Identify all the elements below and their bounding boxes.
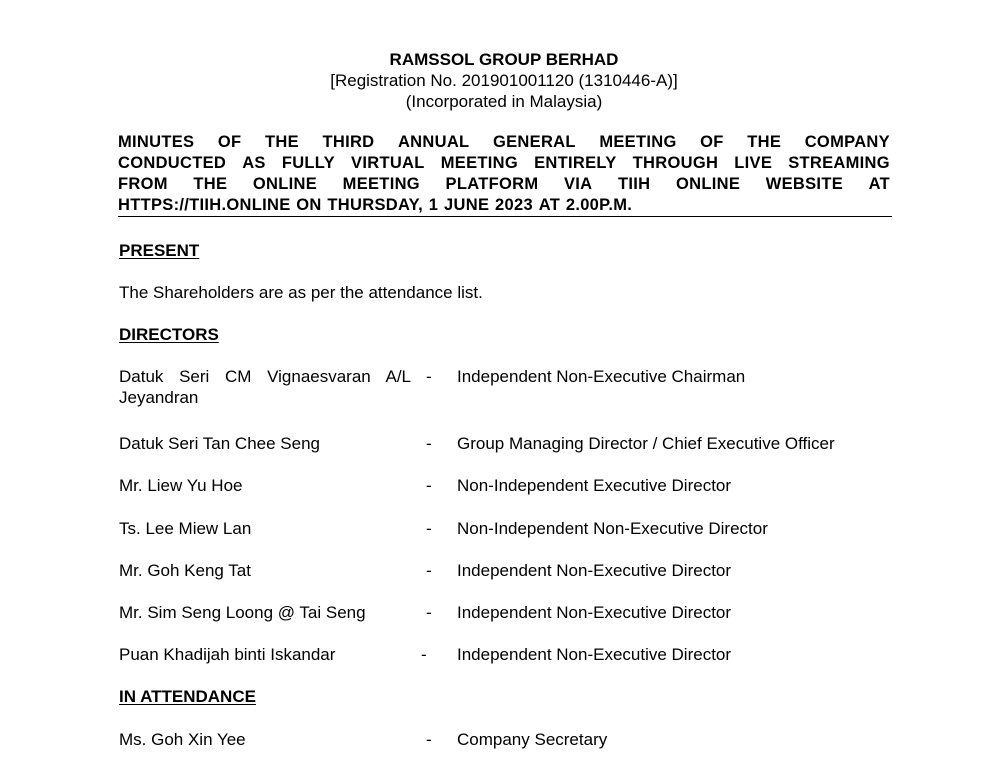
title-word: THIRD [322,133,375,151]
attendee-role: Company Secretary [457,730,608,749]
company-name: RAMSSOL GROUP BERHAD [389,50,619,69]
attendee-name: Ms. Goh Xin Yee [119,730,246,749]
director-role: Independent Non-Executive Director [457,603,732,622]
attendance-heading: IN ATTENDANCE [119,687,256,706]
separator-dash: - [426,730,432,749]
title-word: THURSDAY, [327,196,424,214]
director-name: Datuk Seri CM Vignaesvaran A/L Jeyandran [119,367,411,407]
title-word: VIA [563,175,593,193]
director-role: Non-Independent Non-Executive Director [457,519,768,538]
separator-dash: - [426,367,432,386]
title-word: COMPANY [804,133,890,151]
title-word: MEETING [342,175,420,193]
title-word: LIVE [734,154,773,172]
directors-heading: DIRECTORS [119,325,219,344]
director-role: Group Managing Director / Chief Executive Officer [457,434,835,453]
title-word: MINUTES [118,133,195,151]
title-word: VIRTUAL [351,154,425,172]
separator-dash: - [426,476,432,495]
title-word: THE [193,175,228,193]
title-word: ONLINE [675,175,741,193]
director-role: Independent Non-Executive Chairman [457,367,746,386]
title-word: TIIH [618,175,651,193]
title-word: CONDUCTED [118,154,227,172]
separator-dash: - [426,434,432,453]
title-word: GENERAL [492,133,576,151]
director-name: Ts. Lee Miew Lan [119,519,252,538]
title-line [118,195,890,216]
separator-dash: - [421,645,427,664]
title-word: 1 [428,196,439,214]
director-name: Mr. Liew Yu Hoe [119,476,243,495]
director-name: Mr. Sim Seng Loong @ Tai Seng [119,603,366,622]
title-divider [118,216,892,217]
title-word: ENTIRELY [534,154,617,172]
director-name: Datuk Seri Tan Chee Seng [119,434,320,453]
title-word: STREAMING [788,154,890,172]
director-role: Non-Independent Executive Director [457,476,732,495]
title-word: AT [868,175,890,193]
incorporation-note: (Incorporated in Malaysia) [405,92,603,111]
title-word: MEETING [440,154,519,172]
title-word: THE [747,133,782,151]
title-word: HTTPS://TIIH.ONLINE [118,196,291,214]
title-word: JUNE [444,196,490,214]
title-word: MEETING [599,133,677,151]
title-line [118,132,890,153]
separator-dash: - [426,561,432,580]
title-word: WEBSITE [765,175,844,193]
separator-dash: - [426,603,432,622]
title-word: THE [265,133,299,151]
separator-dash: - [426,519,432,538]
title-word: THROUGH [632,154,719,172]
title-word: ANNUAL [397,133,470,151]
title-word: ON [296,196,322,214]
director-name: Puan Khadijah binti Iskandar [119,645,336,664]
title-word: AS [242,154,266,172]
title-line [118,153,890,174]
title-word: OF [700,133,724,151]
title-word: OF [217,133,242,151]
title-word: PLATFORM [445,175,539,193]
present-heading: PRESENT [119,241,200,260]
present-text: The Shareholders are as per the attendance list. [119,283,483,302]
title-word: FULLY [281,154,335,172]
title-word: FROM [118,175,168,193]
director-name: Mr. Goh Keng Tat [119,561,251,580]
director-role: Independent Non-Executive Director [457,645,732,664]
title-line [118,174,890,195]
title-word: ONLINE [252,175,318,193]
director-role: Independent Non-Executive Director [457,561,732,580]
registration-number: [Registration No. 201901001120 (1310446-A)] [330,71,678,90]
title-word: 2.00P.M. [565,196,633,214]
title-word: AT [538,196,561,214]
title-word: 2023 [495,196,533,214]
minutes-title [118,132,890,216]
